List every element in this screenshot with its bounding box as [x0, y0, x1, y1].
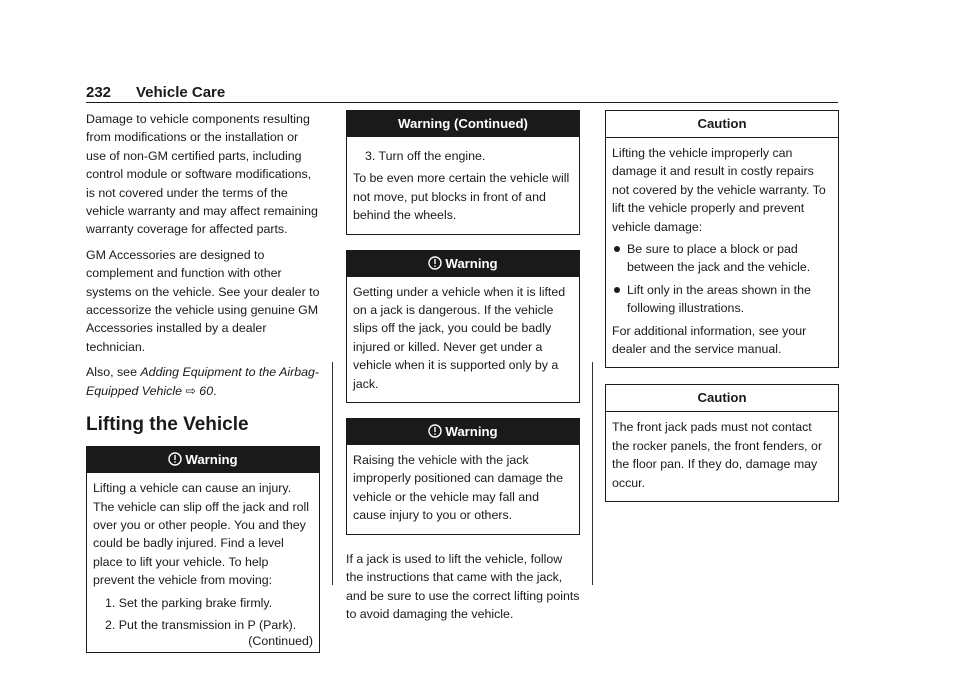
- section-heading: Lifting the Vehicle: [86, 414, 249, 436]
- caution-header: Caution: [606, 111, 838, 138]
- warning-icon: [428, 424, 442, 438]
- warning-icon: [428, 256, 442, 270]
- cross-reference-link[interactable]: Adding Equipment to the Airbag-Equipped Vehicle: [86, 365, 320, 398]
- warning-box: [346, 250, 580, 403]
- warning-body: [347, 445, 579, 534]
- body-paragraph: If a jack is used to lift the vehicle, follow the instructions that came with the jack, and be sure to use the correct lifting points to avoid damaging the vehicle.: [346, 551, 580, 621]
- column-divider: [332, 362, 333, 585]
- step-item: 3. Turn off the engine.: [365, 149, 486, 163]
- bullet-item: Lift only in the areas shown in the following illustrations.: [612, 281, 832, 318]
- caution-body: [606, 138, 838, 367]
- warning-header: [87, 447, 319, 473]
- caution-header: Caution: [606, 385, 838, 412]
- page-ref-arrow-icon: ⇨: [185, 383, 196, 398]
- caution-box: [605, 384, 839, 502]
- page-number: 232: [86, 84, 112, 101]
- warning-title: Warning: [185, 452, 238, 468]
- section-title: Vehicle Care: [136, 84, 226, 101]
- warning-box: [346, 418, 580, 535]
- warning-box: [86, 446, 320, 653]
- warning-continued-header: Warning (Continued): [347, 111, 579, 137]
- page-header: [86, 84, 225, 101]
- warning-title: Warning: [445, 424, 498, 440]
- step-item: 2. Put the transmission in P (Park).: [105, 617, 297, 632]
- column-2: [346, 110, 580, 630]
- warning-text: Lifting a vehicle can cause an injury. The vehicle can slip off the jack and roll over you or other people. You and they could be badly injured. Find a level place to lift your vehicle. To help prevent the vehicle from moving:: [93, 481, 310, 588]
- warning-body: [347, 277, 579, 402]
- warning-header: [347, 251, 579, 277]
- also-see-text: Also, see: [86, 365, 141, 380]
- continued-label: (Continued): [248, 634, 313, 649]
- step-item: 1. Set the parking brake firmly.: [105, 595, 273, 610]
- caution-text: The front jack pads must not contact the rocker panels, the front fenders, or the floor pan. If they do, damage may occur.: [612, 420, 823, 490]
- bullet-icon: [614, 246, 620, 252]
- warning-text: Raising the vehicle with the jack improperly positioned can damage the vehicle or the vehicle may fall and cause injury to you or others.: [353, 453, 564, 523]
- caution-body: [606, 412, 838, 501]
- warning-text: To be even more certain the vehicle will not move, put blocks in front of and behind the wheels.: [353, 171, 570, 223]
- warning-continued-body: [347, 137, 579, 234]
- warning-text: Getting under a vehicle when it is lifted on a jack is dangerous. If the vehicle slips off the jack, you could be badly injured or killed. Never get under a vehicle when it is supported only by a jack.: [353, 284, 566, 391]
- caution-footer-text: For additional information, see your dealer and the service manual.: [612, 323, 807, 357]
- cross-reference-page[interactable]: 60: [199, 383, 214, 398]
- warning-body: [87, 473, 319, 652]
- warning-continued-box: [346, 110, 580, 235]
- warning-title: Warning: [445, 255, 498, 271]
- column-divider: [592, 362, 593, 585]
- column-1: [86, 110, 320, 653]
- warning-icon: [168, 452, 182, 466]
- caution-text: Lifting the vehicle improperly can damage it and result in costly repairs not covered by the vehicle warranty. To lift the vehicle properly and prevent vehicle damage:: [612, 146, 826, 234]
- body-paragraph: GM Accessories are designed to complement and function with other systems on the vehicle. See your dealer to accessorize the vehicle using genuine GM Accessories installed by a dealer technician.: [86, 247, 320, 354]
- also-see-paragraph: Also, see Adding Equipment to the Airbag-Equipped Vehicle ⇨ 60.: [86, 365, 320, 398]
- caution-box: [605, 110, 839, 368]
- header-rule: [86, 102, 838, 103]
- column-3: [605, 110, 839, 517]
- body-paragraph: Damage to vehicle components resulting from modifications or the installation or use of non-GM certified parts, including control module or software modifications, is not covered under the terms of the vehicle warranty and may affect remaining warranty coverage for affected parts.: [86, 112, 318, 237]
- bullet-item: Be sure to place a block or pad between the jack and the vehicle.: [612, 240, 832, 277]
- warning-header: [347, 419, 579, 445]
- bullet-icon: [614, 287, 620, 293]
